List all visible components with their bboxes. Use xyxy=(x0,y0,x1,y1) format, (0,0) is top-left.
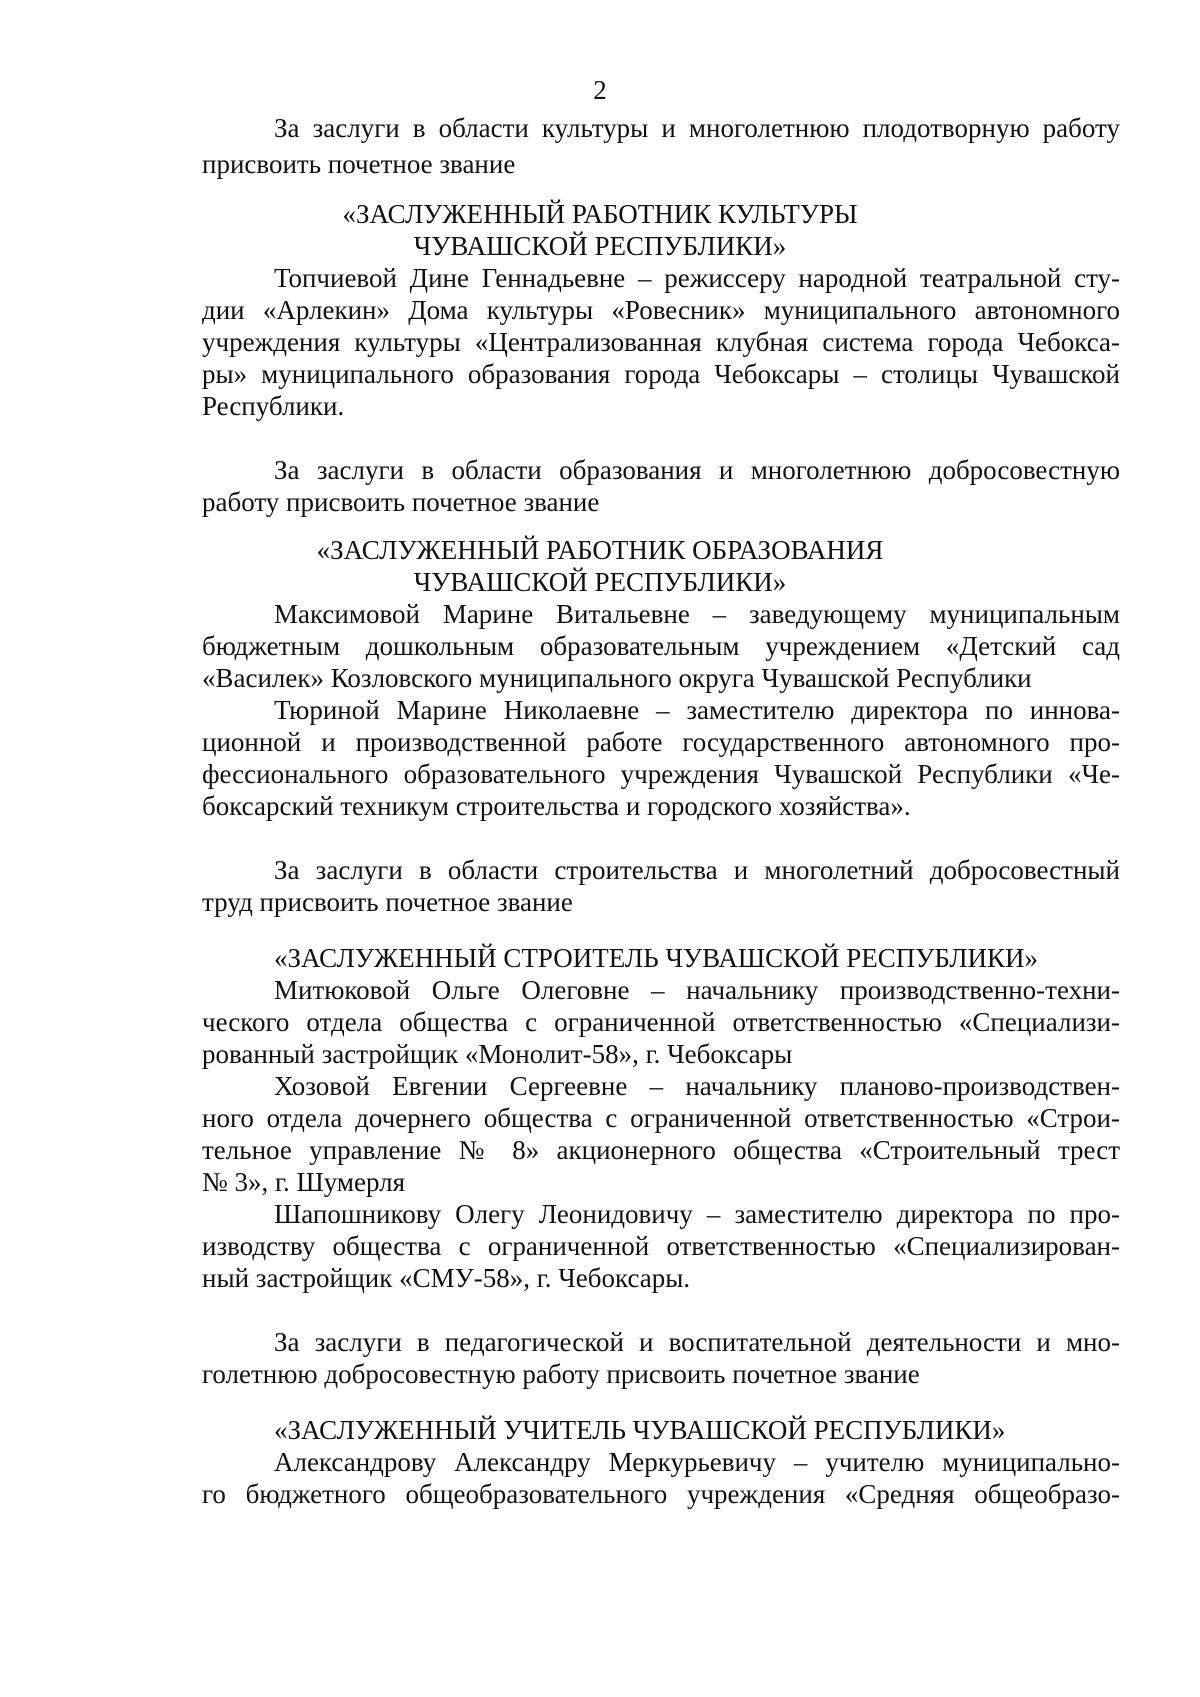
title-teacher: «ЗАСЛУЖЕННЫЙ УЧИТЕЛЬ ЧУВАШСКОЙ РЕСПУБЛИКИ» xyxy=(274,1415,1006,1445)
award-aleksandrov-line-1: Александрову Александру Меркурьевичу – учителю муниципально- xyxy=(274,1447,1120,1477)
page-number: 2 xyxy=(593,75,607,105)
award-aleksandrov-line-2: го бюджетного общеобразовательного учреждения «Средняя общеобразо- xyxy=(202,1479,1120,1509)
award-khozova-line-1: Хозовой Евгении Сергеевне – начальнику планово-производствен- xyxy=(274,1071,1120,1101)
award-shaposhnikov-line-1: Шапошникову Олегу Леонидовичу – заместителю директора по про- xyxy=(274,1199,1120,1229)
award-shaposhnikov-line-2: изводству общества с ограниченной ответственностью «Специализирован- xyxy=(202,1231,1120,1261)
award-topchieva-line-1: Топчиевой Дине Геннадьевне – режиссеру народной театральной сту- xyxy=(274,263,1120,293)
award-khozova-line-4: № 3», г. Шумерля xyxy=(202,1167,406,1197)
award-khozova-line-2: ного отдела дочернего общества с ограниченной ответственностью «Строи- xyxy=(202,1103,1120,1133)
title-culture-line-2: ЧУВАШСКОЙ РЕСПУБЛИКИ» xyxy=(413,231,787,261)
award-topchieva-line-4: ры» муниципального образования города Чебоксары – столицы Чувашской xyxy=(202,359,1120,389)
award-mityukova-line-2: ческого отдела общества с ограниченной ответственностью «Специализи- xyxy=(202,1007,1120,1037)
title-construction: «ЗАСЛУЖЕННЫЙ СТРОИТЕЛЬ ЧУВАШСКОЙ РЕСПУБЛИКИ» xyxy=(274,943,1039,973)
award-tyurina-line-1: Тюриной Марине Николаевне – заместителю директора по иннова- xyxy=(274,695,1120,725)
award-maksimova-line-3: «Василек» Козловского муниципального округа Чувашской Республики xyxy=(202,663,1032,693)
award-tyurina-line-2: ционной и производственной работе государственного автономного про- xyxy=(202,727,1120,757)
intro-education-line-2: работу присвоить почетное звание xyxy=(202,487,600,517)
award-khozova-line-3: тельное управление № 8» акционерного общества «Строительный трест xyxy=(202,1135,1120,1165)
award-tyurina-line-3: фессионального образовательного учреждения Чувашской Республики «Че- xyxy=(202,759,1120,789)
award-shaposhnikov-line-3: ный застройщик «СМУ-58», г. Чебоксары. xyxy=(202,1263,691,1293)
title-education-line-1: «ЗАСЛУЖЕННЫЙ РАБОТНИК ОБРАЗОВАНИЯ xyxy=(316,535,884,565)
award-topchieva-line-3: учреждения культуры «Централизованная клубная система города Чебокса- xyxy=(202,327,1120,357)
award-tyurina-line-4: боксарский техникум строительства и городского хозяйства». xyxy=(202,791,911,821)
award-topchieva-line-2: дии «Арлекин» Дома культуры «Ровесник» муниципального автономного xyxy=(202,295,1120,325)
intro-culture-line-1: За заслуги в области культуры и многолетнюю плодотворную работу xyxy=(274,113,1120,143)
intro-culture-line-2: присвоить почетное звание xyxy=(202,149,516,179)
intro-education-line-1: За заслуги в области образования и многолетнюю добросовестную xyxy=(274,455,1120,485)
title-culture-line-1: «ЗАСЛУЖЕННЫЙ РАБОТНИК КУЛЬТУРЫ xyxy=(342,199,858,229)
award-mityukova-line-1: Митюковой Ольге Олеговне – начальнику производственно-техни- xyxy=(274,975,1120,1005)
intro-construction-line-2: труд присвоить почетное звание xyxy=(202,887,573,917)
intro-teacher-line-2: голетнюю добросовестную работу присвоить почетное звание xyxy=(202,1359,920,1389)
intro-construction-line-1: За заслуги в области строительства и многолетний добросовестный xyxy=(274,855,1120,885)
award-maksimova-line-1: Максимовой Марине Витальевне – заведующему муниципальным xyxy=(274,599,1120,629)
intro-teacher-line-1: За заслуги в педагогической и воспитательной деятельности и мно- xyxy=(274,1327,1120,1357)
award-maksimova-line-2: бюджетным дошкольным образовательным учреждением «Детский сад xyxy=(202,631,1120,661)
award-topchieva-line-5: Республики. xyxy=(202,391,345,421)
award-mityukova-line-3: рованный застройщик «Монолит-58», г. Чебоксары xyxy=(202,1039,793,1069)
title-education-line-2: ЧУВАШСКОЙ РЕСПУБЛИКИ» xyxy=(413,567,787,597)
